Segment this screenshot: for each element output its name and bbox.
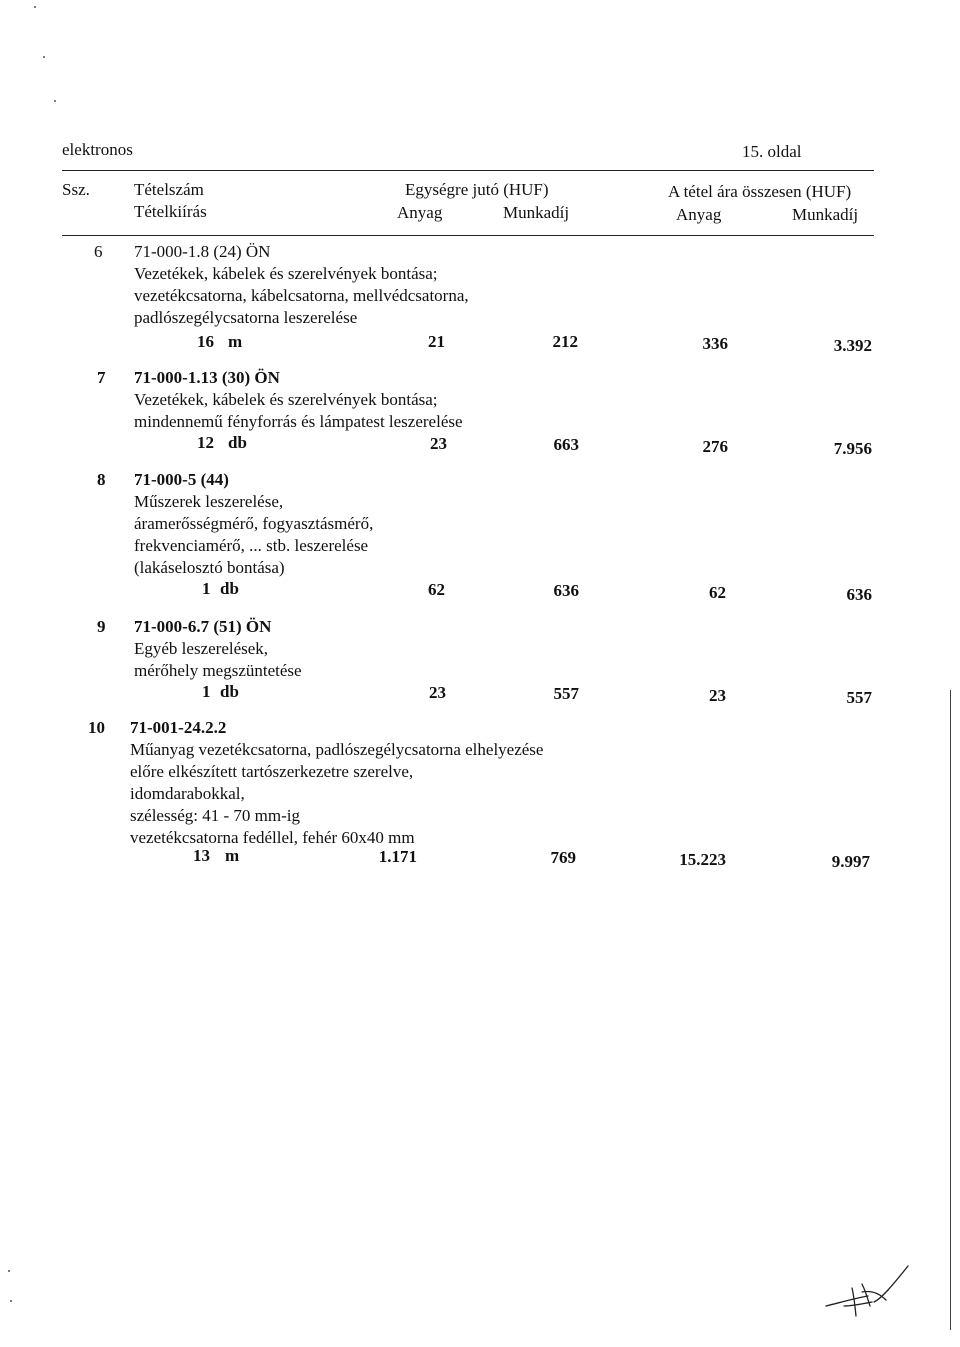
scan-speck — [54, 100, 56, 102]
item-unit: db — [220, 682, 239, 701]
col-unit-anyag: Anyag — [397, 203, 443, 222]
item-number: 6 — [94, 242, 103, 261]
page-number: 15. oldal — [742, 142, 802, 161]
item-number: 7 — [97, 368, 106, 387]
item-code: 71-000-1.8 (24) ÖN — [134, 242, 271, 261]
item-description-line: vezetékcsatorna, kábelcsatorna, mellvédcsatorna, — [134, 286, 469, 305]
item-unit-munkadij: 636 — [553, 581, 579, 600]
item-quantity: 13 — [193, 846, 210, 865]
item-unit-munkadij: 212 — [552, 332, 578, 351]
col-total-munkadij: Munkadíj — [792, 205, 859, 224]
item-description-line: Műszerek leszerelése, — [134, 492, 284, 511]
col-total-anyag: Anyag — [676, 205, 722, 224]
item-quantity: 12 — [197, 433, 214, 452]
item-number: 8 — [97, 470, 106, 489]
item-unit-anyag: 23 — [429, 683, 446, 702]
scan-speck — [43, 56, 45, 58]
header-rule-top — [62, 170, 874, 171]
item-unit: db — [220, 579, 239, 598]
item-total-munkadij: 9.997 — [831, 852, 870, 871]
item-unit: m — [228, 332, 243, 351]
scan-speck — [8, 1270, 10, 1272]
item-description-line: mérőhely megszüntetése — [134, 661, 302, 680]
handwritten-signature-icon — [822, 1262, 912, 1322]
item-number: 10 — [88, 718, 105, 737]
item-total-anyag: 276 — [702, 437, 728, 456]
item-total-anyag: 15.223 — [679, 850, 726, 869]
item-quantity: 16 — [197, 332, 214, 351]
item-description-line: (lakáselosztó bontása) — [134, 558, 285, 577]
item-description-line: vezetékcsatorna fedéllel, fehér 60x40 mm — [130, 828, 415, 847]
item-unit: m — [225, 846, 240, 865]
item-unit-anyag: 21 — [428, 332, 445, 351]
header-rule-bottom — [62, 235, 874, 236]
item-description-line: Egyéb leszerelések, — [134, 639, 269, 658]
item-description-line: áramerősségmérő, fogyasztásmérő, — [134, 514, 374, 533]
item-code: 71-000-5 (44) — [134, 470, 229, 489]
item-description-line: mindennemű fényforrás és lámpatest leszerelése — [134, 412, 463, 431]
item-total-munkadij: 7.956 — [833, 439, 872, 458]
item-quantity: 1 — [202, 579, 211, 598]
item-description-line: Vezetékek, kábelek és szerelvények bontása; — [134, 264, 438, 283]
item-quantity: 1 — [202, 682, 211, 701]
scan-speck — [34, 6, 36, 8]
item-total-munkadij: 636 — [846, 585, 872, 604]
item-unit: db — [228, 433, 247, 452]
item-unit-munkadij: 663 — [553, 435, 579, 454]
col-total-group: A tétel ára összesen (HUF) — [668, 182, 852, 201]
item-unit-munkadij: 557 — [553, 684, 579, 703]
item-total-anyag: 62 — [709, 583, 726, 602]
item-description-line: szélesség: 41 - 70 mm-ig — [130, 806, 300, 825]
item-description-line: előre elkészített tartószerkezetre szerelve, — [130, 762, 414, 781]
document-title: elektronos — [62, 140, 133, 159]
col-ssz: Ssz. — [62, 180, 90, 199]
item-total-munkadij: 557 — [846, 688, 872, 707]
item-number: 9 — [97, 617, 106, 636]
scan-speck — [10, 1300, 12, 1302]
item-description-line: padlószegélycsatorna leszerelése — [134, 308, 358, 327]
item-description-line: frekvenciamérő, ... stb. leszerelése — [134, 536, 369, 555]
col-tetelkiiras: Tételkiírás — [134, 202, 207, 221]
col-tetelszam: Tételszám — [134, 180, 204, 199]
item-code: 71-000-1.13 (30) ÖN — [134, 368, 280, 387]
item-total-anyag: 23 — [709, 686, 726, 705]
item-total-anyag: 336 — [702, 334, 728, 353]
item-description-line: Vezetékek, kábelek és szerelvények bontása; — [134, 390, 438, 409]
item-code: 71-000-6.7 (51) ÖN — [134, 617, 272, 636]
col-unit-munkadij: Munkadíj — [503, 203, 570, 222]
item-unit-munkadij: 769 — [550, 848, 576, 867]
item-description-line: Műanyag vezetékcsatorna, padlószegélycsatorna elhelyezése — [130, 740, 544, 759]
col-unit-group: Egységre jutó (HUF) — [405, 180, 549, 199]
item-unit-anyag: 62 — [428, 580, 445, 599]
item-total-munkadij: 3.392 — [833, 336, 872, 355]
item-description-line: idomdarabokkal, — [130, 784, 245, 803]
scan-edge-line — [950, 690, 951, 1330]
item-code: 71-001-24.2.2 — [130, 718, 227, 737]
item-unit-anyag: 23 — [430, 434, 447, 453]
item-unit-anyag: 1.171 — [378, 847, 417, 866]
